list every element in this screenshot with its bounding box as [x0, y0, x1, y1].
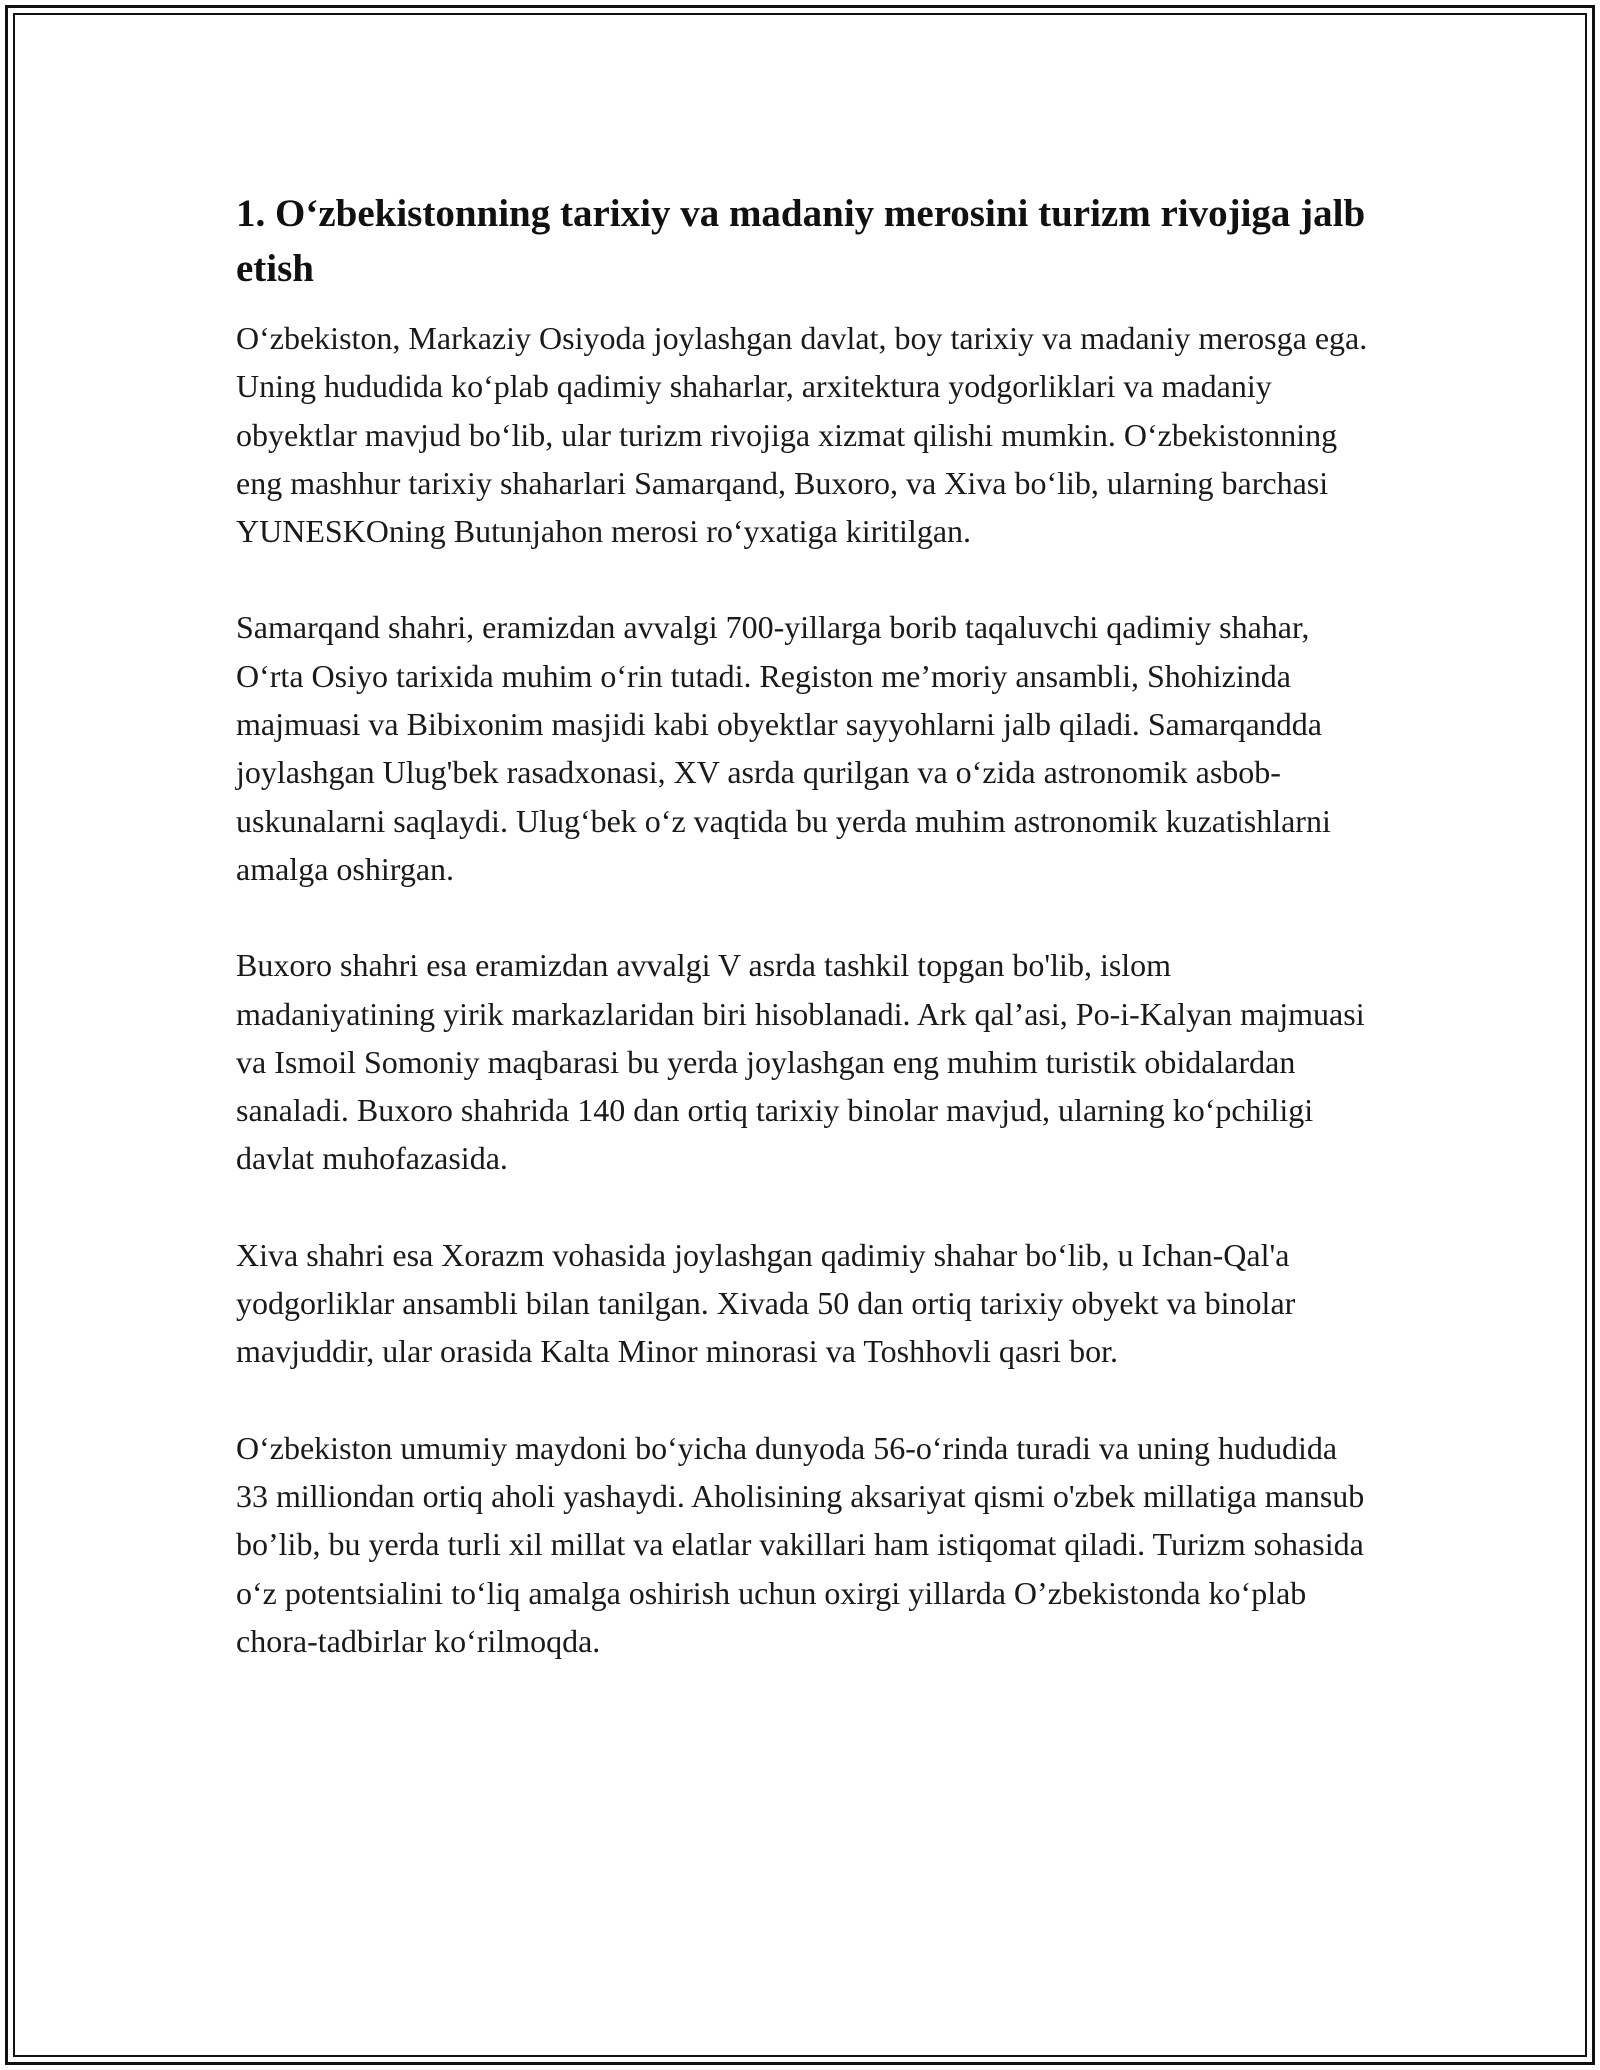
paragraph-xiva: Xiva shahri esa Xorazm vohasida joylashgan qadimiy shahar bo‘lib, u Ichan-Qal'a yodgorliklar ansambli bilan tanilgan. Xivada 50 dan ortiq tarixiy obyekt va binolar mavjuddir, ular orasida Kalta Minor minorasi va Toshhovli qasri bor. — [236, 1236, 1296, 1370]
section-title: 1. O‘zbekistonning tarixiy va madaniy merosini turizm rivojiga jalb etish — [236, 192, 1366, 290]
paragraph-samarqand: Samarqand shahri, eramizdan avvalgi 700-yillarga borib taqaluvchi qadimiy shahar, O‘rta Osiyo tarixida muhim o‘rin tutadi. Registon me’moriy ansambli, Shohizinda majmuasi va Bibixonim masjidi kabi obyektlar sayyohlarni jalb qiladi. Samarqandda joylashgan Ulug'bek rasadxonasi, XV asrda qurilgan va o‘zida astronomik asbob-uskunalarni saqlaydi. Ulug‘bek o‘z vaqtida bu yerda muhim astronomik kuzatishlarni amalga oshirgan. — [236, 609, 1331, 887]
document-body — [236, 186, 1376, 1665]
paragraph-intro: O‘zbekiston, Markaziy Osiyoda joylashgan davlat, boy tarixiy va madaniy merosga ega. Uning hududida ko‘plab qadimiy shaharlar, arxitektura yodgorliklari va madaniy obyektlar mavjud bo‘lib, ular turizm rivojiga xizmat qilishi mumkin. O‘zbekistonning eng mashhur tarixiy shaharlari Samarqand, Buxoro, va Xiva bo‘lib, ularning barchasi YUNESKOning Butunjahon merosi ro‘yxatiga kiritilgan. — [236, 320, 1368, 550]
paragraph-overview: O‘zbekiston umumiy maydoni bo‘yicha dunyoda 56-o‘rinda turadi va uning hududida 33 milliondan ortiq aholi yashaydi. Aholisining aksariyat qismi o'zbek millatiga mansub bo’lib, bu yerda turli xil millat va elatlar vakillari ham istiqomat qiladi. Turizm sohasida o‘z potentsialini to‘liq amalga oshirish uchun oxirgi yillarda O’zbekistonda ko‘plab chora-tadbirlar ko‘rilmoqda. — [236, 1429, 1365, 1659]
paragraph-buxoro: Buxoro shahri esa eramizdan avvalgi V asrda tashkil topgan bo'lib, islom madaniyatining yirik markazlaridan biri hisoblanadi. Ark qal’asi, Po-i-Kalyan majmuasi va Ismoil Somoniy maqbarasi bu yerda joylashgan eng muhim turistik obidalardan sanaladi. Buxoro shahrida 140 dan ortiq tarixiy binolar mavjud, ularning ko‘pchiligi davlat muhofazasida. — [236, 947, 1365, 1177]
